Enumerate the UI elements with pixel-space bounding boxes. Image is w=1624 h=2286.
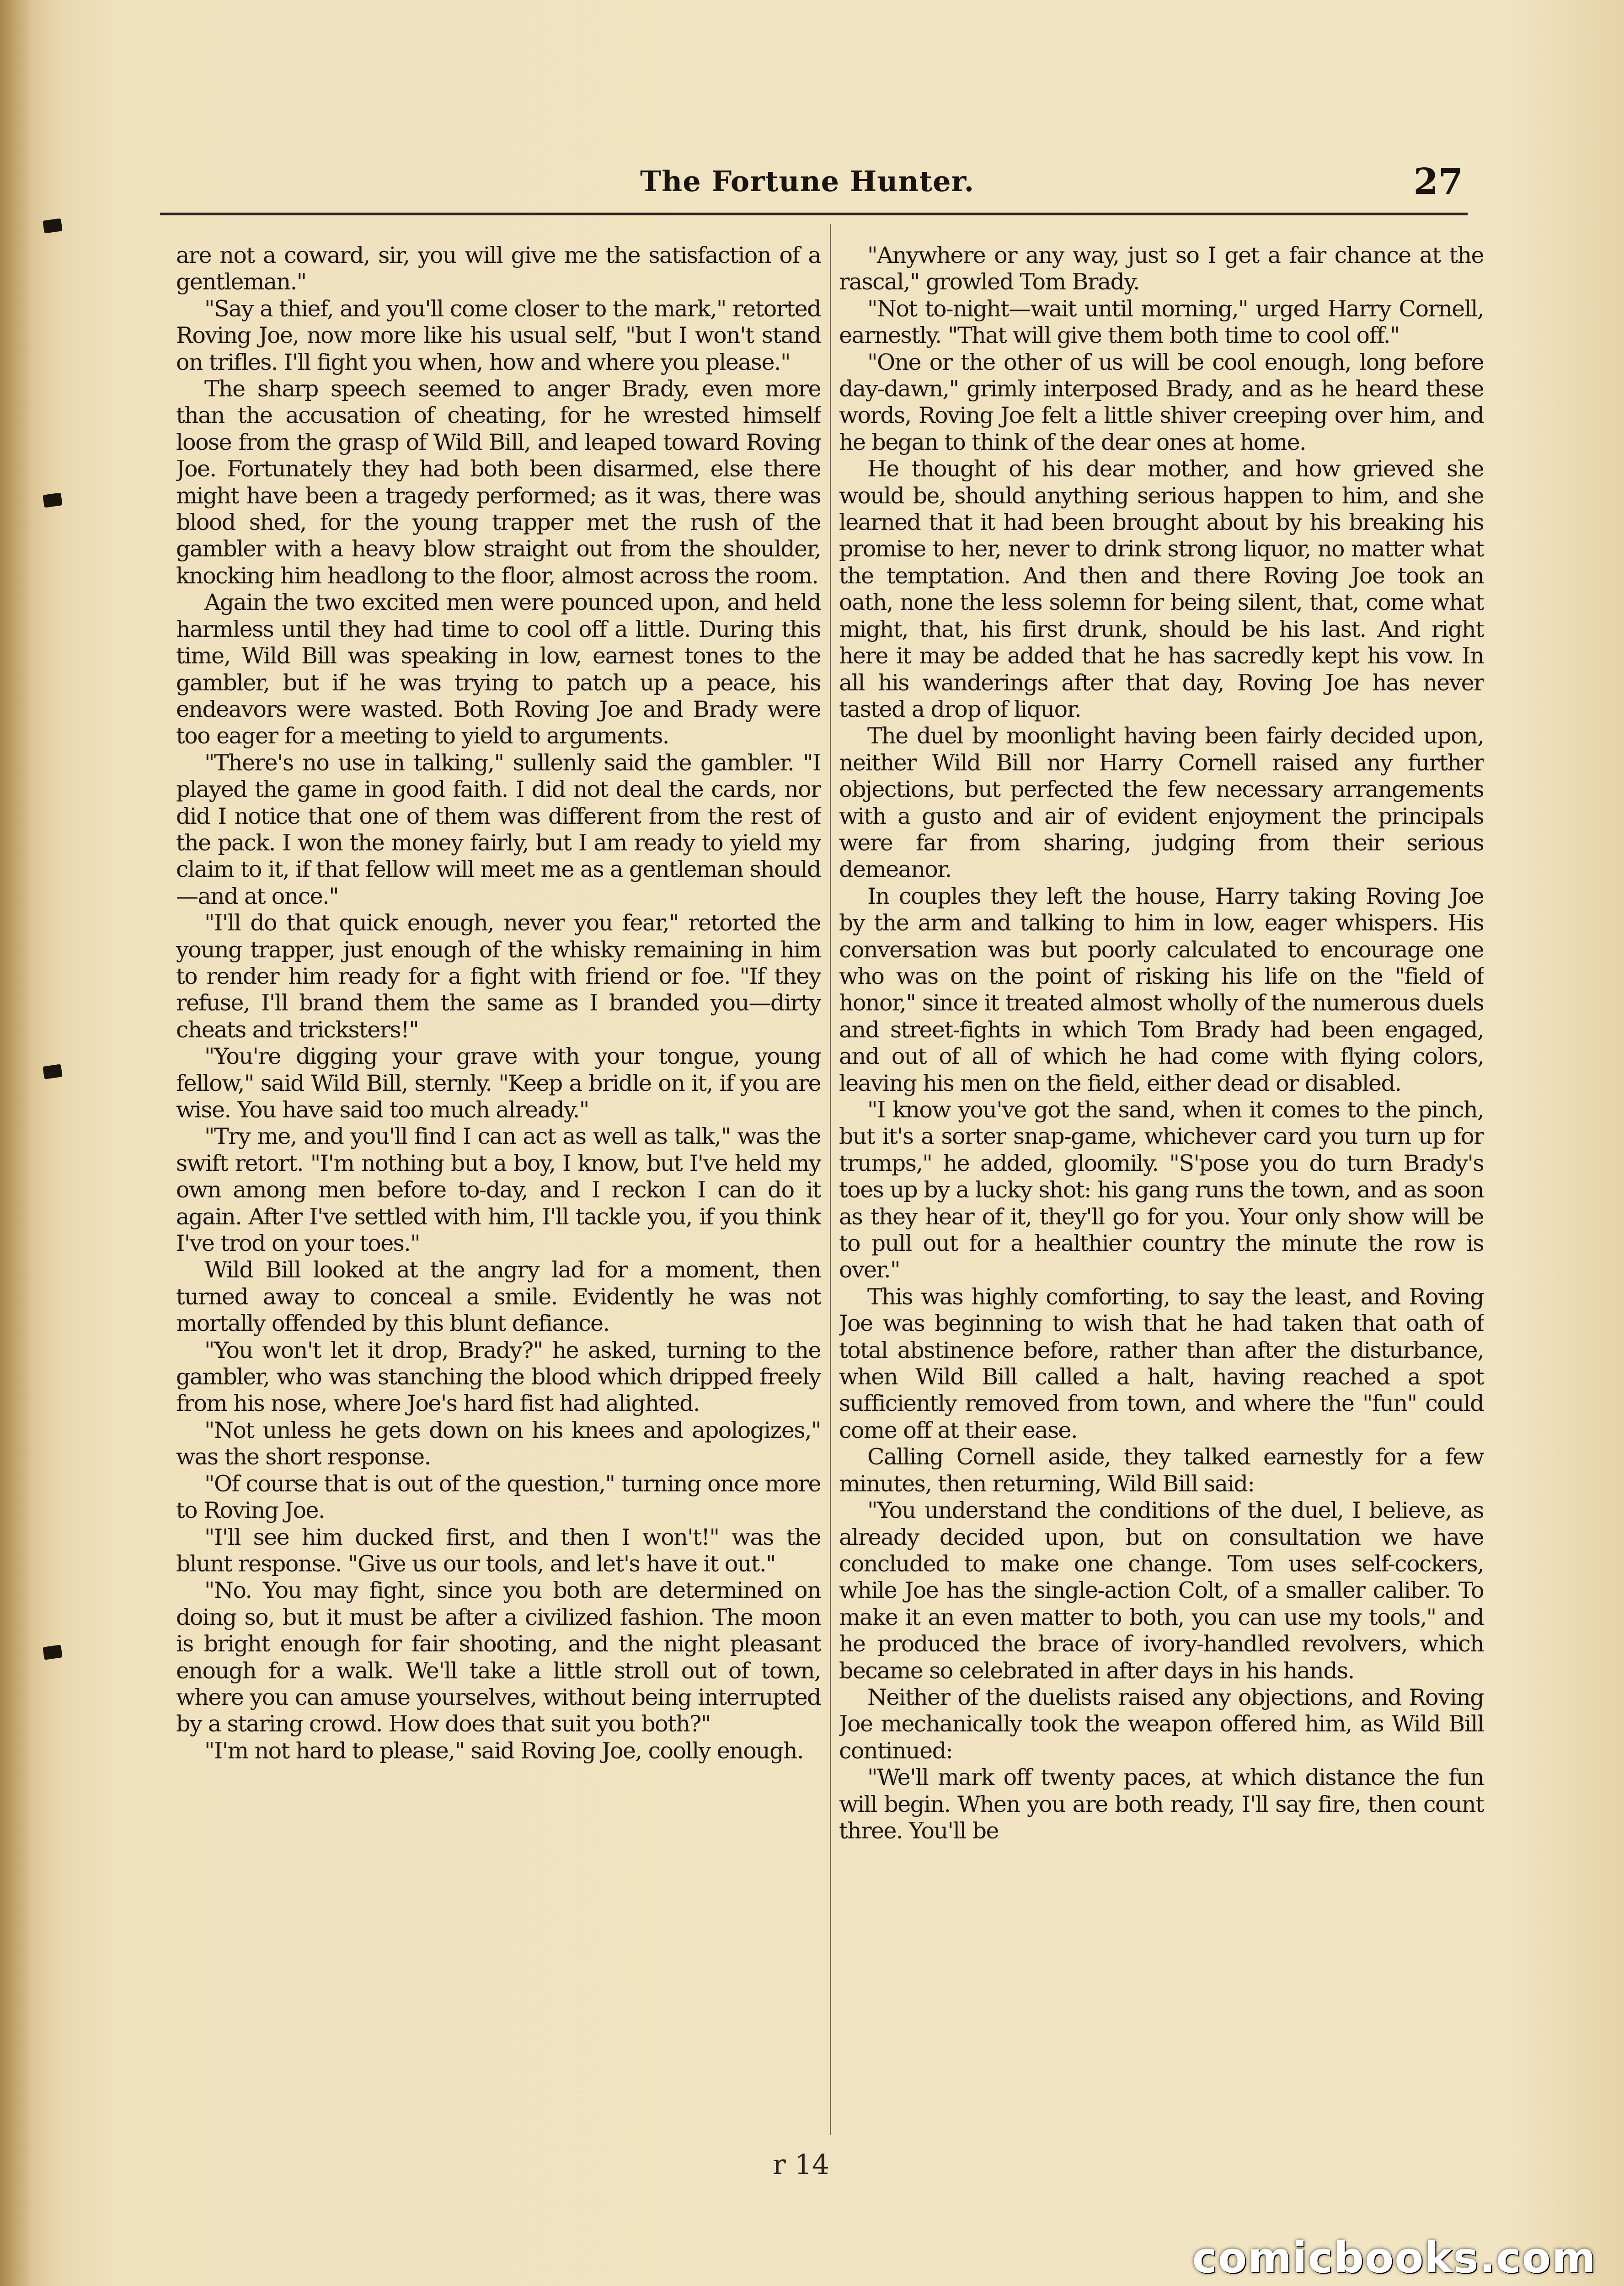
paragraph: The sharp speech seemed to anger Brady, even more than the accusation of cheating, for he wrested himself loose from the grasp of Wild Bill, and leaped toward Roving Joe. Fortunately they had both been disarmed, else there might have been a tragedy performed; as it was, there was blood shed, for the young trapper met the rush of the gambler with a heavy blow straight out from the shoulder, knocking him headlong to the floor, almost across the room. bbox=[176, 376, 821, 589]
binding-stitch bbox=[43, 1645, 63, 1660]
printer-catchmark: r 14 bbox=[773, 2149, 830, 2181]
header-rule bbox=[160, 213, 1468, 215]
paragraph: In couples they left the house, Harry taking Roving Joe by the arm and talking to him in low, eager whispers. His conversation was but poorly calculated to encourage one who was on the point of risking his life on the "field of honor," since it treated almost wholly of the numerous duels and street-fights in which Tom Brady had been engaged, and out of all of which he had come with flying colors, leaving his men on the field, either dead or disabled. bbox=[839, 883, 1484, 1096]
binding-stitch bbox=[43, 218, 63, 233]
paragraph: "I'll do that quick enough, never you fear," retorted the young trapper, just enough of the whisky remaining in him to render him ready for a fight with friend or foe. "If they refuse, I'll brand them the same as I branded you—dirty cheats and tricksters!" bbox=[176, 910, 821, 1043]
paragraph: "Not unless he gets down on his knees and apologizes," was the short response. bbox=[176, 1417, 821, 1470]
site-watermark: comicbooks.com bbox=[1192, 2233, 1597, 2282]
paragraph: are not a coward, sir, you will give me the satisfaction of a gentleman." bbox=[176, 242, 821, 295]
paragraph: "We'll mark off twenty paces, at which distance the fun will begin. When you are both ready, I'll say fire, then count three. You'll be bbox=[839, 1764, 1484, 1844]
paragraph: "One or the other of us will be cool enough, long before day-dawn," grimly interposed Brady, and as he heard these words, Roving Joe felt a little shiver creeping over him, and he began to think of the dear ones at home. bbox=[839, 349, 1484, 455]
paragraph: "There's no use in talking," sullenly said the gambler. "I played the game in good faith. I did not deal the cards, nor did I notice that one of them was different from the rest of the pack. I won the money fairly, but I am ready to yield my claim to it, if that fellow will meet me as a gentleman should—and at once." bbox=[176, 749, 821, 909]
page-binding bbox=[0, 0, 32, 2286]
paragraph: Calling Cornell aside, they talked earnestly for a few minutes, then returning, Wild Bill said: bbox=[839, 1444, 1484, 1497]
paragraph: He thought of his dear mother, and how grieved she would be, should anything serious happen to him, and she learned that it had been brought about by his breaking his promise to her, never to drink strong liquor, no matter what the temptation. And then and there Roving Joe took an oath, none the less solemn for being silent, that, come what might, that, his first drunk, should be his last. And right here it may be added that he has sacredly kept his vow. In all his wanderings after that day, Roving Joe has never tasted a drop of liquor. bbox=[839, 456, 1484, 722]
text-column-left bbox=[176, 242, 821, 2144]
paragraph: The duel by moonlight having been fairly decided upon, neither Wild Bill nor Harry Cornell raised any further objections, but perfected the few necessary arrangements with a gusto and air of evident enjoyment the principals were far from sharing, judging from their serious demeanor. bbox=[839, 723, 1484, 883]
paragraph: "Not to-night—wait until morning," urged Harry Cornell, earnestly. "That will give them both time to cool off." bbox=[839, 295, 1484, 349]
paragraph: "Say a thief, and you'll come closer to the mark," retorted Roving Joe, now more like his usual self, "but I won't stand on trifles. I'll fight you when, how and where you please." bbox=[176, 295, 821, 375]
paragraph: "No. You may fight, since you both are determined on doing so, but it must be after a civilized fashion. The moon is bright enough for fair shooting, and the night pleasant enough for a walk. We'll take a little stroll out of town, where you can amuse yourselves, without being interrupted by a staring crowd. How does that suit you both?" bbox=[176, 1577, 821, 1737]
paragraph: "You won't let it drop, Brady?" he asked, turning to the gambler, who was stanching the blood which dripped freely from his nose, where Joe's hard fist had alighted. bbox=[176, 1337, 821, 1417]
binding-stitch bbox=[43, 1064, 63, 1079]
paragraph: "I know you've got the sand, when it comes to the pinch, but it's a sorter snap-game, whichever card you turn up for trumps," he added, gloomily. "S'pose you do turn Brady's toes up by a lucky shot: his gang runs the town, and as soon as they hear of it, they'll go for you. Your only show will be to pull out for a healthier country the minute the row is over." bbox=[839, 1097, 1484, 1283]
paragraph: Again the two excited men were pounced upon, and held harmless until they had time to cool off a little. During this time, Wild Bill was speaking in low, earnest tones to the gambler, but if he was trying to patch up a peace, his endeavors were wasted. Both Roving Joe and Brady were too eager for a meeting to yield to arguments. bbox=[176, 589, 821, 749]
paragraph: "I'll see him ducked first, and then I won't!" was the blunt response. "Give us our tools, and let's have it out." bbox=[176, 1524, 821, 1577]
page-number: 27 bbox=[1413, 161, 1463, 203]
paragraph: "I'm not hard to please," said Roving Joe, coolly enough. bbox=[204, 1737, 804, 1764]
paragraph: "You're digging your grave with your tongue, young fellow," said Wild Bill, sternly. "Keep a bridle on it, if you are wise. You have said too much already." bbox=[176, 1043, 821, 1123]
paragraph: "Try me, and you'll find I can act as well as talk," was the swift retort. "I'm nothing but a boy, I know, but I've held my own among men before to-day, and I reckon I can do it again. After I've settled with him, I'll tackle you, if you think I've trod on your toes." bbox=[176, 1123, 821, 1257]
paragraph: "You understand the conditions of the duel, I believe, as already decided upon, but on consultation we have concluded to make one change. Tom uses self-cockers, while Joe has the single-action Colt, of a smaller caliber. To make it an even matter to both, you can use my tools," and he produced the brace of ivory-handled revolvers, which became so celebrated in after days in his hands. bbox=[839, 1497, 1484, 1684]
paragraph: Neither of the duelists raised any objections, and Roving Joe mechanically took the weapon offered him, as Wild Bill continued: bbox=[839, 1684, 1484, 1764]
text-column-right bbox=[839, 242, 1484, 2144]
paragraph: This was highly comforting, to say the least, and Roving Joe was beginning to wish that he had taken that oath of total abstinence before, rather than after the disturbance, when Wild Bill called a halt, having reached a spot sufficiently removed from town, and where the "fun" could come off at their ease. bbox=[839, 1283, 1484, 1443]
paragraph: Wild Bill looked at the angry lad for a moment, then turned away to conceal a smile. Evidently he was not mortally offended by this blunt defiance. bbox=[176, 1257, 821, 1337]
page-header bbox=[640, 161, 1463, 210]
column-divider bbox=[830, 224, 831, 2135]
paragraph: "Anywhere or any way, just so I get a fair chance at the rascal," growled Tom Brady. bbox=[839, 242, 1484, 295]
running-title: The Fortune Hunter. bbox=[640, 165, 975, 198]
paragraph: "Of course that is out of the question," turning once more to Roving Joe. bbox=[176, 1470, 821, 1524]
binding-stitch bbox=[43, 492, 63, 507]
